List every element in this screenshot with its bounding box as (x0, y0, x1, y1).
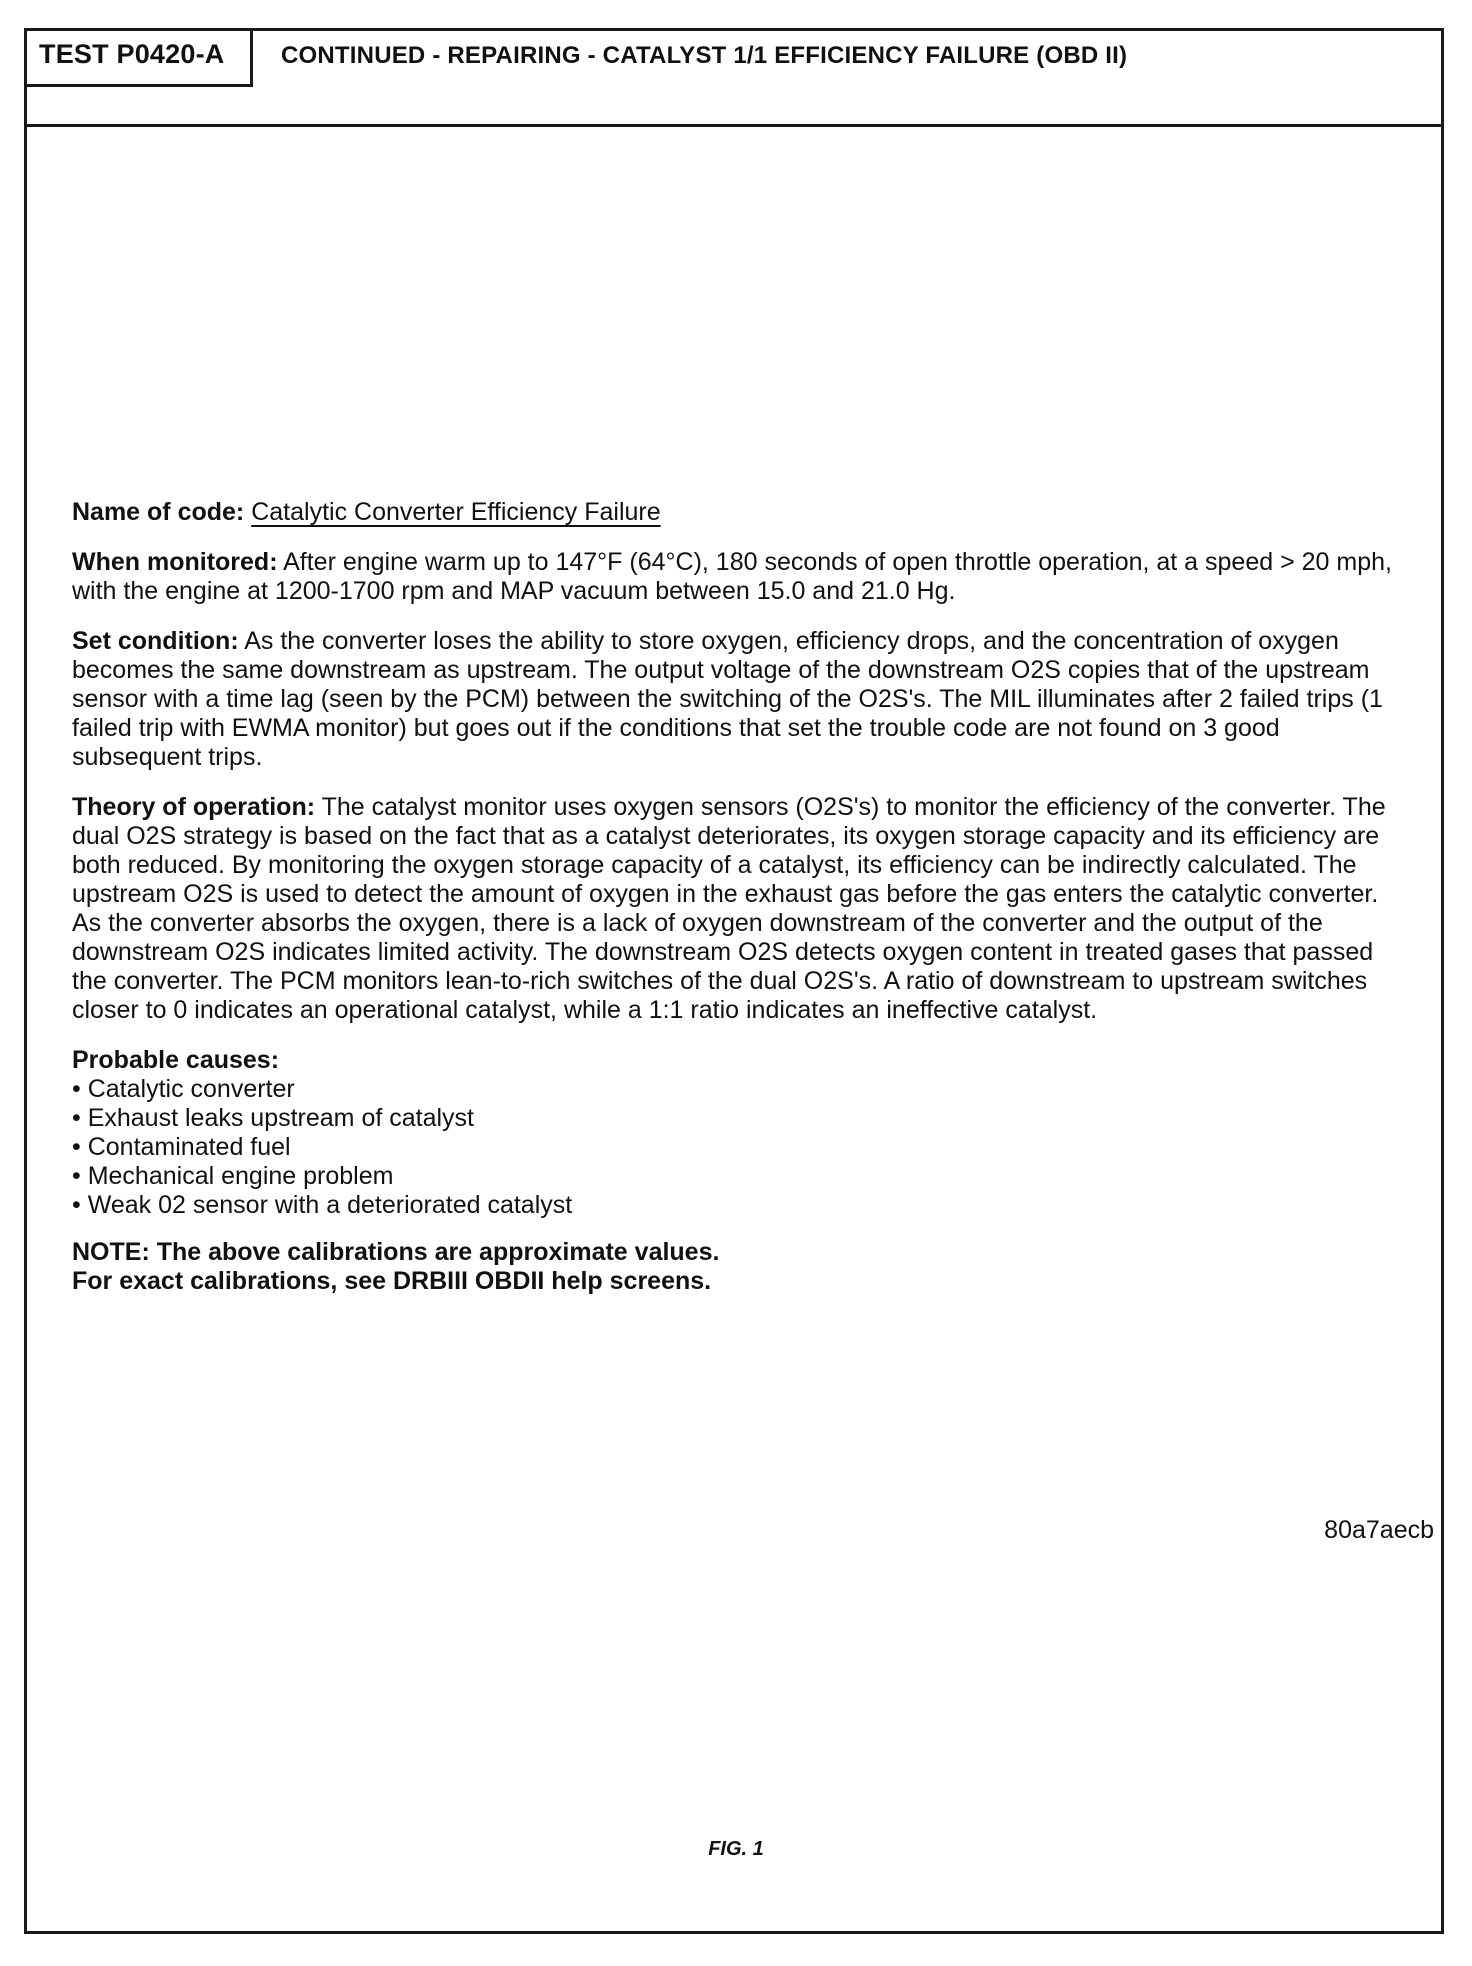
when-monitored-text: After engine warm up to 147°F (64°C), 180 seconds of open throttle operation, at a speed > 20 mph, with the engine at 1200-1700 rpm and MAP vacuum between 15.0 and 21.0 Hg. (72, 548, 1392, 605)
list-item: • Exhaust leaks upstream of catalyst (72, 1104, 1402, 1133)
list-item: • Contaminated fuel (72, 1133, 1402, 1162)
set-condition-text: As the converter loses the ability to store oxygen, efficiency drops, and the concentration of oxygen becomes the same downstream as upstream. The output voltage of the downstream O2S copies that of the upstream sensor with a time lag (seen by the PCM) between the switching of the O2S's. The MIL illuminates after 2 failed trips (1 failed trip with EWMA monitor) but goes out if the conditions that set the trouble code are not found on 3 good subsequent trips. (72, 627, 1383, 771)
set-condition (72, 627, 1402, 772)
theory-text: The catalyst monitor uses oxygen sensors (O2S's) to monitor the efficiency of the converter. The dual O2S strategy is based on the fact that as a catalyst deteriorates, its oxygen storage capacity and its efficiency are both reduced. By monitoring the oxygen storage capacity of a catalyst, its efficiency can be indirectly calculated. The upstream O2S is used to detect the amount of oxygen in the exhaust gas before the gas enters the catalytic converter. As the converter absorbs the oxygen, there is a lack of oxygen downstream of the converter and the output of the downstream O2S indicates limited activity. The downstream O2S detects oxygen content in treated gases that passed the converter. The PCM monitors lean-to-rich switches of the dual O2S's. A ratio of downstream to upstream switches closer to 0 indicates an operational catalyst, while a 1:1 ratio indicates an ineffective catalyst. (72, 793, 1386, 1024)
name-of-code (72, 498, 1402, 527)
header-title: CONTINUED - REPAIRING - CATALYST 1/1 EFFICIENCY FAILURE (OBD II) (281, 42, 1128, 69)
when-monitored (72, 548, 1402, 606)
theory-label: Theory of operation: (72, 793, 316, 821)
content (72, 498, 1402, 1296)
list-item: • Mechanical engine problem (72, 1162, 1402, 1191)
name-of-code-label: Name of code: (72, 498, 245, 526)
figure-label: FIG. 1 (708, 1838, 764, 1860)
list-item: • Weak 02 sensor with a deteriorated catalyst (72, 1191, 1402, 1220)
probable-causes-list (72, 1075, 1402, 1220)
note-line-1: NOTE: The above calibrations are approximate values. (72, 1238, 720, 1266)
note-line-2: For exact calibrations, see DRBIII OBDII help screens. (72, 1267, 712, 1295)
theory-of-operation (72, 793, 1402, 1025)
list-item: • Catalytic converter (72, 1075, 1402, 1104)
when-monitored-label: When monitored: (72, 548, 278, 576)
name-of-code-value: Catalytic Converter Efficiency Failure (251, 498, 661, 526)
image-code-id: 80a7aecb (1324, 1516, 1434, 1544)
test-id: TEST P0420-A (27, 31, 253, 87)
header (27, 31, 1441, 127)
probable-causes-label: Probable causes: (72, 1046, 280, 1074)
set-condition-label: Set condition: (72, 627, 239, 655)
